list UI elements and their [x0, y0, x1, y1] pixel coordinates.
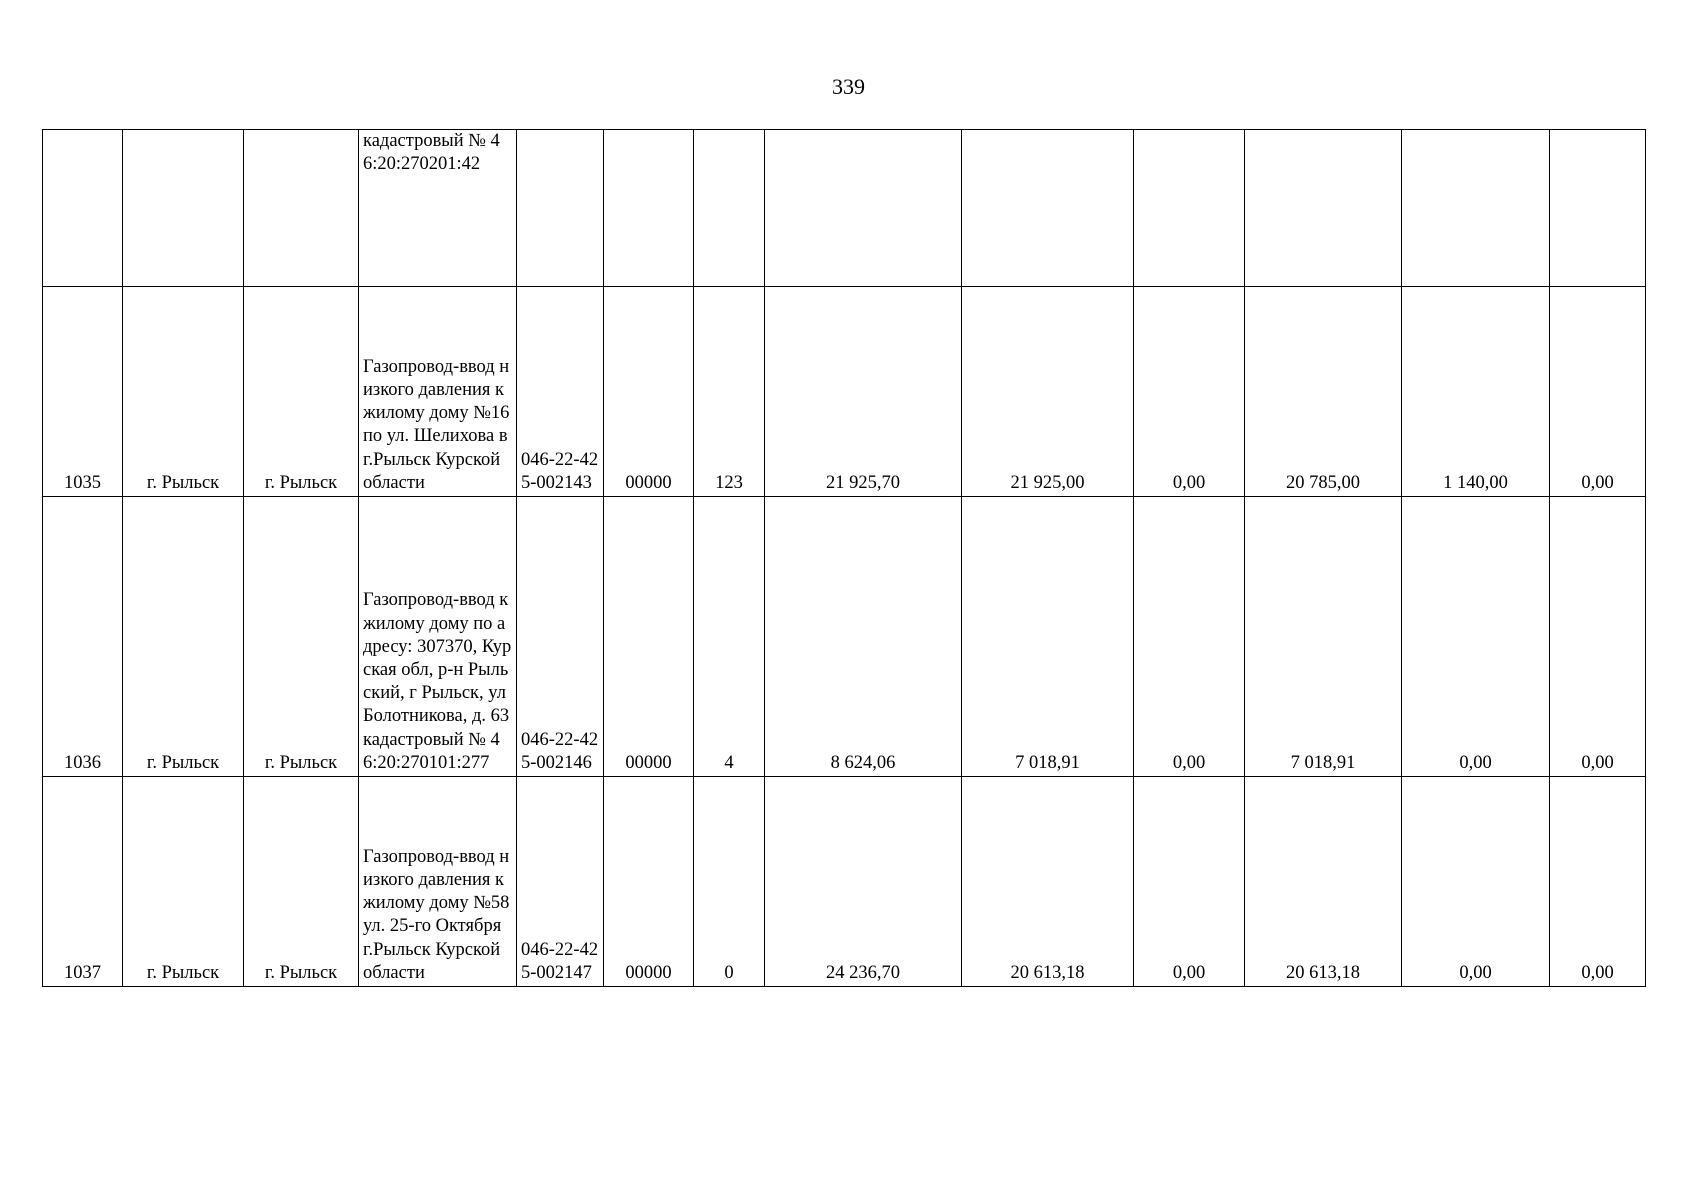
value-cell: 00000 [604, 287, 694, 497]
row-number: 1036 [43, 497, 123, 777]
value-cell: 8 624,06 [765, 497, 962, 777]
locality-cell [244, 130, 359, 287]
page-number: 339 [832, 74, 865, 99]
value-cell: 0,00 [1134, 497, 1245, 777]
value-cell: 0,00 [1402, 777, 1550, 987]
locality-cell: г. Рыльск [123, 777, 244, 987]
value-cell: 0 [694, 777, 765, 987]
value-cell: 0,00 [1134, 287, 1245, 497]
object-name-cell: кадастровый № 46:20:270201:42 [359, 130, 517, 287]
value-cell: 24 236,70 [765, 777, 962, 987]
locality-cell: г. Рыльск [244, 497, 359, 777]
table-row [43, 497, 1646, 777]
value-cell: 0,00 [1402, 497, 1550, 777]
object-name-cell: Газопровод-ввод низкого давления к жилому дому №16 по ул. Шелихова в г.Рыльск Курской области [359, 287, 517, 497]
value-cell [694, 130, 765, 287]
row-number: 1035 [43, 287, 123, 497]
table-row [43, 287, 1646, 497]
value-cell: 4 [694, 497, 765, 777]
locality-cell: г. Рыльск [244, 287, 359, 497]
value-cell: 123 [694, 287, 765, 497]
locality-cell [123, 130, 244, 287]
value-cell [604, 130, 694, 287]
object-name-cell: Газопровод-ввод низкого давления к жилому дому №58 ул. 25-го Октября г.Рыльск Курской области [359, 777, 517, 987]
value-cell: 1 140,00 [1402, 287, 1550, 497]
code-cell: 046-22-425-002146 [517, 497, 604, 777]
locality-cell: г. Рыльск [123, 287, 244, 497]
value-cell [1550, 130, 1646, 287]
object-name-cell: Газопровод-ввод к жилому дому по адресу: 307370, Курская обл, р-н Рыльский, г Рыльск, ул Болотникова, д. 63 кадастровый № 46:20:270101:277 [359, 497, 517, 777]
table-row [43, 777, 1646, 987]
code-cell: 046-22-425-002147 [517, 777, 604, 987]
value-cell: 20 613,18 [962, 777, 1134, 987]
row-number [43, 130, 123, 287]
value-cell: 7 018,91 [962, 497, 1134, 777]
value-cell: 20 785,00 [1245, 287, 1402, 497]
value-cell [1402, 130, 1550, 287]
value-cell: 20 613,18 [1245, 777, 1402, 987]
value-cell [765, 130, 962, 287]
value-cell: 00000 [604, 777, 694, 987]
value-cell: 00000 [604, 497, 694, 777]
value-cell [1134, 130, 1245, 287]
row-number: 1037 [43, 777, 123, 987]
value-cell: 21 925,70 [765, 287, 962, 497]
value-cell: 0,00 [1134, 777, 1245, 987]
value-cell [1245, 130, 1402, 287]
register-table [42, 129, 1646, 987]
value-cell: 7 018,91 [1245, 497, 1402, 777]
locality-cell: г. Рыльск [123, 497, 244, 777]
value-cell: 0,00 [1550, 497, 1646, 777]
code-cell: 046-22-425-002143 [517, 287, 604, 497]
value-cell: 0,00 [1550, 777, 1646, 987]
locality-cell: г. Рыльск [244, 777, 359, 987]
value-cell: 0,00 [1550, 287, 1646, 497]
table-row [43, 130, 1646, 287]
value-cell [962, 130, 1134, 287]
code-cell [517, 130, 604, 287]
value-cell: 21 925,00 [962, 287, 1134, 497]
